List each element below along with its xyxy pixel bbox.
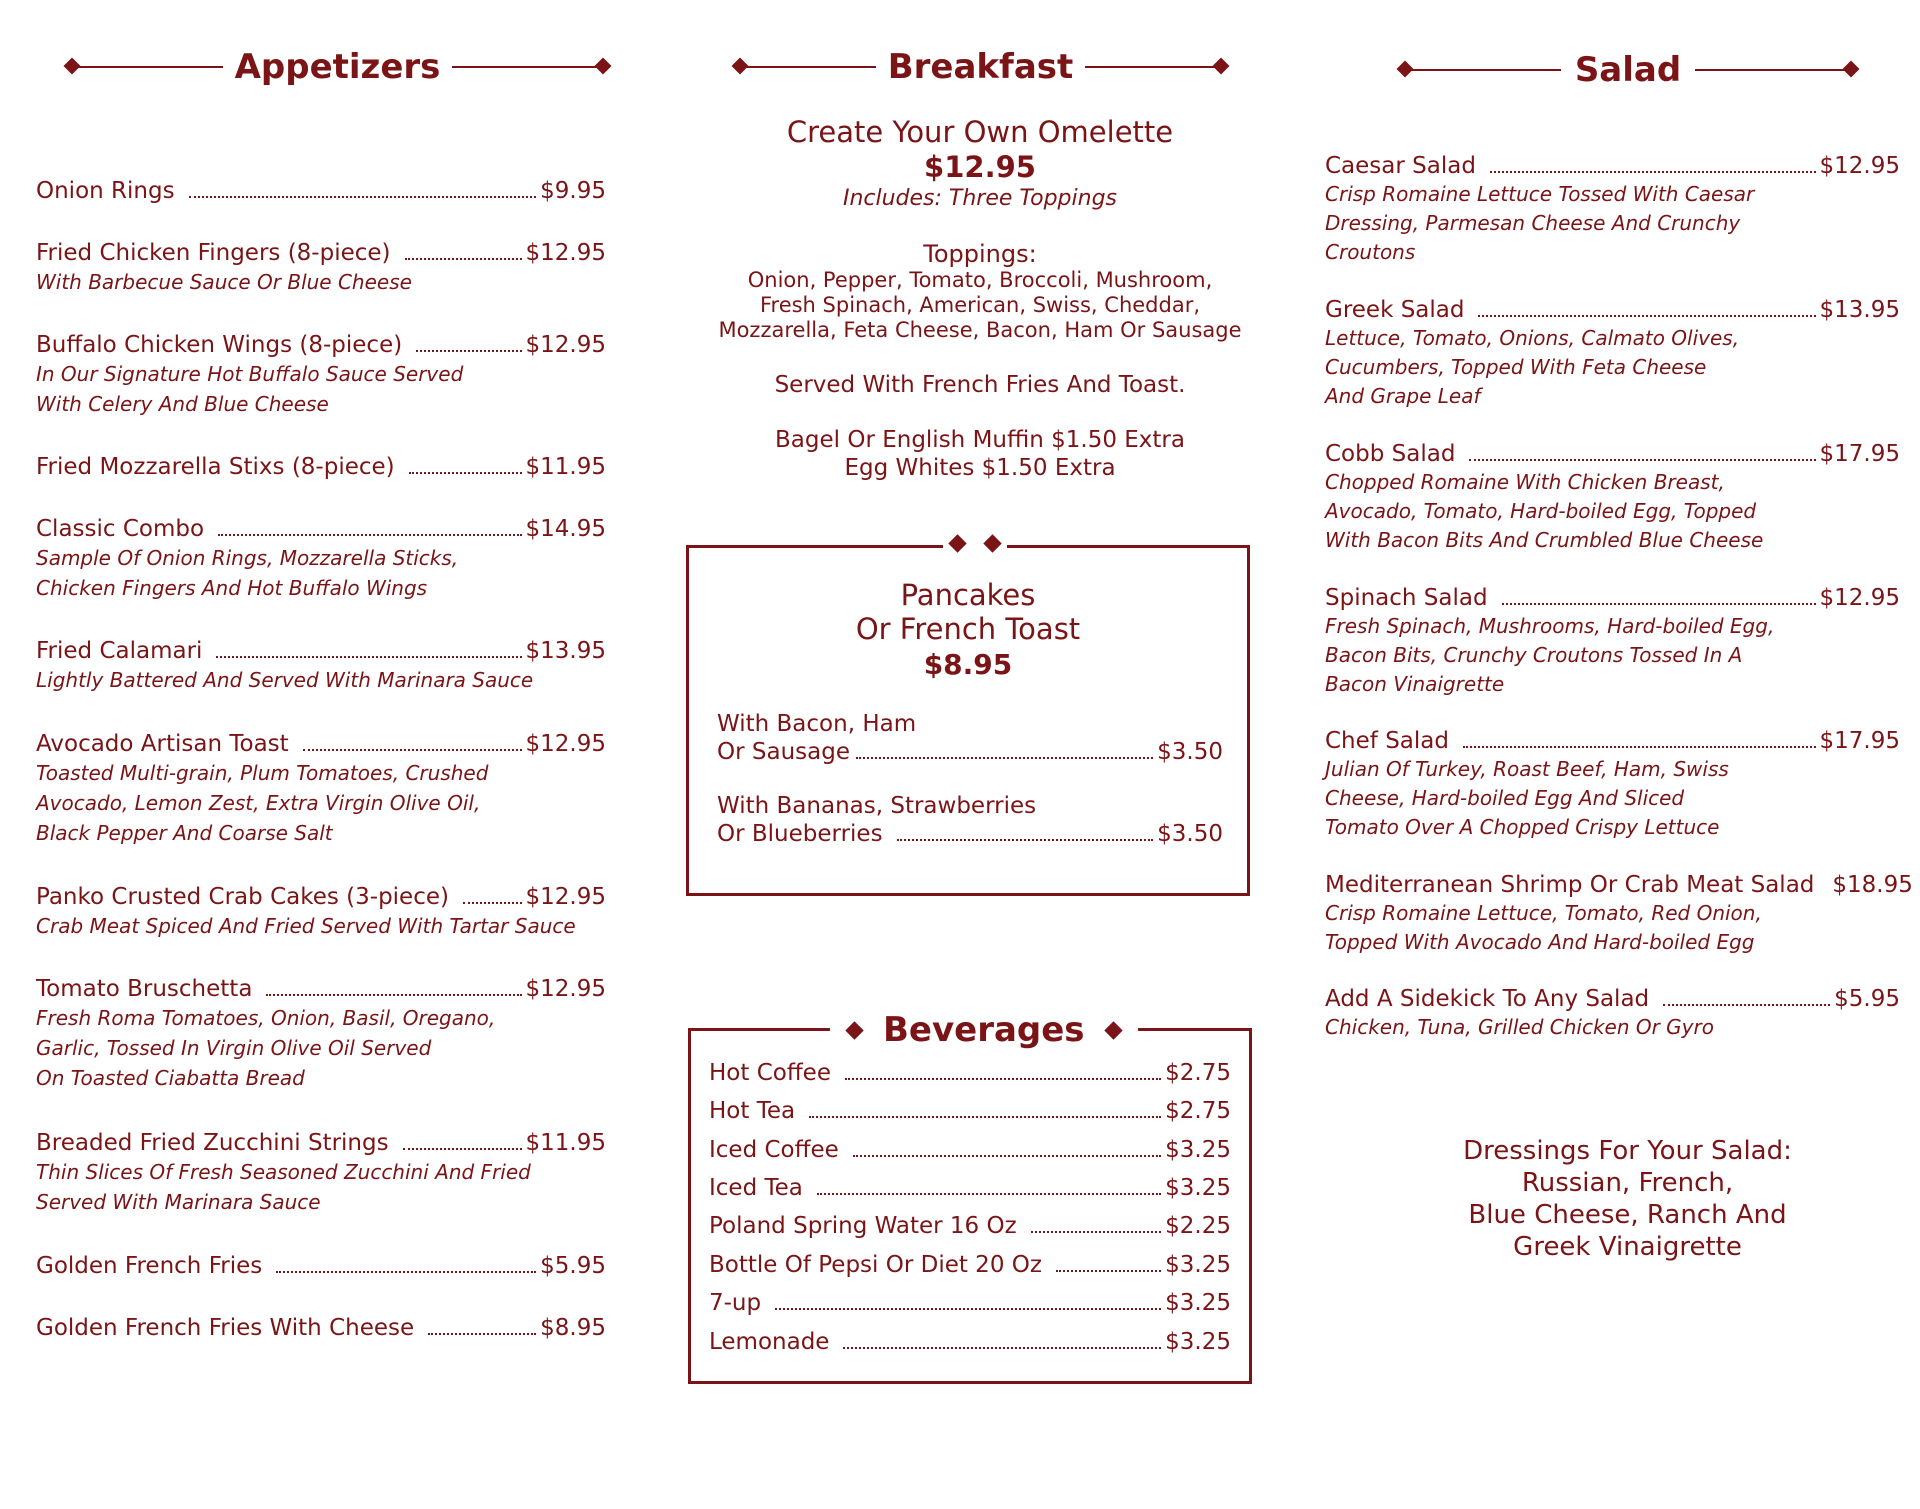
item-description: With Barbecue Sauce Or Blue Cheese: [36, 270, 412, 294]
dot-leader: [409, 472, 522, 474]
item-price: $17.95: [1819, 441, 1900, 467]
appetizer-item: [36, 515, 606, 603]
beverage-item: [709, 1059, 1231, 1087]
beverage-item: [709, 1136, 1231, 1164]
appetizer-item: [36, 637, 606, 695]
appetizer-item: [36, 331, 606, 419]
option-price: $3.50: [1157, 821, 1223, 847]
item-name: Caesar Salad: [1325, 153, 1476, 179]
breakfast-title: Breakfast: [887, 47, 1074, 87]
pancakes-option-2: [717, 792, 1223, 848]
item-name: Iced Tea: [709, 1175, 803, 1201]
item-name: Poland Spring Water 16 Oz: [709, 1213, 1017, 1239]
dressings-line: Blue Cheese, Ranch And: [1468, 1200, 1787, 1230]
item-name: Golden French Fries With Cheese: [36, 1315, 415, 1341]
dot-leader: [463, 902, 522, 904]
dot-leader: [266, 994, 521, 996]
omelette-price: $12.95: [924, 150, 1036, 184]
item-description: Crisp Romaine Lettuce Tossed With Caesar: [1325, 182, 1755, 206]
item-name: Bottle Of Pepsi Or Diet 20 Oz: [709, 1252, 1042, 1278]
dot-leader: [218, 534, 521, 536]
item-price: $2.75: [1165, 1060, 1231, 1086]
item-description: Fresh Spinach, Mushrooms, Hard-boiled Egg,: [1325, 614, 1775, 638]
dot-leader: [853, 1155, 1161, 1157]
item-price: $2.75: [1165, 1098, 1231, 1124]
item-description: Julian Of Turkey, Roast Beef, Ham, Swiss: [1325, 757, 1729, 781]
dot-leader: [809, 1116, 1161, 1118]
item-price: $11.95: [525, 1130, 606, 1156]
item-description: Lightly Battered And Served With Marinara Sauce: [36, 668, 534, 692]
extra-bagel: Bagel Or English Muffin $1.50 Extra: [775, 427, 1185, 453]
pancakes-title: Pancakes: [900, 578, 1036, 612]
dot-leader: [303, 749, 522, 751]
item-price: $12.95: [525, 240, 606, 266]
appetizer-item: [36, 239, 606, 297]
dressings-line: Greek Vinaigrette: [1513, 1232, 1742, 1262]
dot-leader: [775, 1308, 1161, 1310]
appetizer-item: [36, 1129, 606, 1217]
item-price: $12.95: [1819, 585, 1900, 611]
item-name: 7-up: [709, 1290, 762, 1316]
dot-leader: [843, 1347, 1161, 1349]
item-price: $8.95: [540, 1315, 606, 1341]
dot-leader: [1031, 1231, 1161, 1233]
appetizer-item: [36, 177, 606, 205]
beverage-item: [709, 1174, 1231, 1202]
appetizer-item: [36, 730, 606, 848]
item-price: $3.25: [1165, 1290, 1231, 1316]
item-description: With Celery And Blue Cheese: [36, 392, 329, 416]
option-line1: With Bacon, Ham: [717, 711, 917, 737]
beverage-item: [709, 1289, 1231, 1317]
toppings-line-3: Mozzarella, Feta Cheese, Bacon, Ham Or Sausage: [718, 318, 1242, 342]
item-description: Thin Slices Of Fresh Seasoned Zucchini And Fried: [36, 1160, 531, 1184]
option-line2: Or Sausage: [717, 739, 850, 765]
dot-leader: [817, 1193, 1161, 1195]
item-description: In Our Signature Hot Buffalo Sauce Served: [36, 362, 464, 386]
salad-title: Salad: [1574, 50, 1682, 90]
item-name: Greek Salad: [1325, 297, 1465, 323]
dot-leader: [1056, 1270, 1161, 1272]
omelette-title: Create Your Own Omelette: [786, 115, 1174, 149]
item-description: Avocado, Tomato, Hard-boiled Egg, Topped: [1325, 499, 1757, 523]
option-line2: Or Blueberries: [717, 821, 883, 847]
item-description: And Grape Leaf: [1325, 384, 1481, 408]
item-name: Chef Salad: [1325, 728, 1449, 754]
item-description: Crab Meat Spiced And Fried Served With Tartar Sauce: [36, 914, 576, 938]
item-description: Cucumbers, Topped With Feta Cheese: [1325, 355, 1707, 379]
option-line1: With Bananas, Strawberries: [717, 793, 1037, 819]
dot-leader: [1469, 459, 1815, 461]
item-description: Cheese, Hard-boiled Egg And Sliced: [1325, 786, 1685, 810]
item-price: $3.25: [1165, 1252, 1231, 1278]
salad-item: [1325, 152, 1900, 267]
item-name: Golden French Fries: [36, 1253, 263, 1279]
item-price: $2.25: [1165, 1213, 1231, 1239]
item-description: Chopped Romaine With Chicken Breast,: [1325, 470, 1725, 494]
item-description: Bacon Bits, Crunchy Croutons Tossed In A: [1325, 643, 1743, 667]
beverages-header: [830, 1005, 1138, 1055]
salad-item: [1325, 985, 1900, 1042]
item-price: $9.95: [540, 178, 606, 204]
item-name: Fried Mozzarella Stixs (8-piece): [36, 454, 395, 480]
item-description: Dressing, Parmesan Cheese And Crunchy: [1325, 211, 1741, 235]
item-price: $12.95: [525, 731, 606, 757]
item-price: $13.95: [525, 638, 606, 664]
item-name: Onion Rings: [36, 178, 175, 204]
item-price: $12.95: [525, 884, 606, 910]
salad-item: [1325, 296, 1900, 411]
dot-leader: [845, 1078, 1161, 1080]
item-name: Add A Sidekick To Any Salad: [1325, 986, 1650, 1012]
dot-leader: [403, 1148, 522, 1150]
dot-leader: [1663, 1004, 1830, 1006]
item-name: Hot Coffee: [709, 1060, 831, 1086]
item-description: Black Pepper And Coarse Salt: [36, 821, 333, 845]
toppings-line-2: Fresh Spinach, American, Swiss, Cheddar,: [759, 293, 1201, 317]
item-name: Classic Combo: [36, 516, 205, 542]
appetizers-title: Appetizers: [234, 47, 441, 87]
item-description: Tomato Over A Chopped Crispy Lettuce: [1325, 815, 1720, 839]
item-price: $18.95: [1832, 872, 1913, 898]
dot-leader: [428, 1333, 536, 1335]
toppings-label: Toppings:: [923, 240, 1037, 268]
omelette-includes: Includes: Three Toppings: [842, 186, 1118, 211]
item-description: Chicken Fingers And Hot Buffalo Wings: [36, 576, 428, 600]
dot-leader: [1463, 746, 1816, 748]
item-name: Lemonade: [709, 1329, 830, 1355]
item-description: Toasted Multi-grain, Plum Tomatoes, Crushed: [36, 761, 489, 785]
appetizer-item: [36, 1314, 606, 1342]
appetizers-header: [70, 42, 605, 92]
dot-leader: [276, 1271, 536, 1273]
item-description: Lettuce, Tomato, Onions, Calmato Olives,: [1325, 326, 1740, 350]
item-name: Mediterranean Shrimp Or Crab Meat Salad: [1325, 872, 1815, 898]
item-price: $3.25: [1165, 1329, 1231, 1355]
pancakes-option-1: [717, 710, 1223, 766]
beverage-item: [709, 1251, 1231, 1279]
dot-leader: [1490, 171, 1816, 173]
item-name: Avocado Artisan Toast: [36, 731, 289, 757]
item-name: Fried Calamari: [36, 638, 203, 664]
item-description: On Toasted Ciabatta Bread: [36, 1066, 305, 1090]
salad-item: [1325, 584, 1900, 699]
item-price: $12.95: [525, 332, 606, 358]
salad-header: [1403, 45, 1853, 95]
served-with: Served With French Fries And Toast.: [774, 372, 1186, 398]
item-name: Breaded Fried Zucchini Strings: [36, 1130, 389, 1156]
dot-leader: [416, 350, 521, 352]
option-price: $3.50: [1157, 739, 1223, 765]
item-name: Tomato Bruschetta: [36, 976, 253, 1002]
item-description: Bacon Vinaigrette: [1325, 672, 1505, 696]
item-price: $14.95: [525, 516, 606, 542]
item-name: Fried Chicken Fingers (8-piece): [36, 240, 391, 266]
item-description: Chicken, Tuna, Grilled Chicken Or Gyro: [1325, 1015, 1714, 1039]
dot-leader: [405, 258, 522, 260]
pancakes-box-ornament: [943, 537, 1007, 550]
item-description: Crisp Romaine Lettuce, Tomato, Red Onion,: [1325, 901, 1762, 925]
pancakes-box: [686, 545, 1250, 896]
item-name: Hot Tea: [709, 1098, 796, 1124]
item-price: $11.95: [525, 454, 606, 480]
extra-egg-whites: Egg Whites $1.50 Extra: [844, 455, 1116, 481]
appetizer-item: [36, 453, 606, 481]
dressings-note: [1345, 1135, 1910, 1263]
item-description: Avocado, Lemon Zest, Extra Virgin Olive Oil,: [36, 791, 481, 815]
item-name: Panko Crusted Crab Cakes (3-piece): [36, 884, 449, 910]
salad-item: [1325, 440, 1900, 555]
dot-leader: [1478, 315, 1815, 317]
dressings-line: Russian, French,: [1521, 1168, 1734, 1198]
item-price: $3.25: [1165, 1175, 1231, 1201]
item-name: Iced Coffee: [709, 1137, 839, 1163]
item-price: $12.95: [525, 976, 606, 1002]
item-description: Sample Of Onion Rings, Mozzarella Sticks,: [36, 546, 459, 570]
dressings-line: Dressings For Your Salad:: [1463, 1136, 1792, 1166]
item-description: With Bacon Bits And Crumbled Blue Cheese: [1325, 528, 1764, 552]
pancakes-subtitle: Or French Toast: [855, 612, 1081, 646]
item-price: $5.95: [1834, 986, 1900, 1012]
beverages-box: [688, 1028, 1252, 1384]
salad-item: [1325, 727, 1900, 842]
beverage-item: [709, 1212, 1231, 1240]
dot-leader: [189, 196, 537, 198]
pancakes-price: $8.95: [923, 648, 1013, 681]
item-name: Spinach Salad: [1325, 585, 1488, 611]
item-description: Croutons: [1325, 240, 1416, 264]
dot-leader: [1502, 603, 1816, 605]
item-price: $3.25: [1165, 1137, 1231, 1163]
breakfast-header: [738, 42, 1223, 92]
appetizer-item: [36, 1252, 606, 1280]
appetizer-item: [36, 883, 606, 941]
item-price: $12.95: [1819, 153, 1900, 179]
beverages-title: Beverages: [883, 1010, 1085, 1050]
item-price: $13.95: [1819, 297, 1900, 323]
dot-leader: [216, 656, 521, 658]
item-description: Topped With Avocado And Hard-boiled Egg: [1325, 930, 1755, 954]
beverage-item: [709, 1328, 1231, 1356]
item-name: Cobb Salad: [1325, 441, 1456, 467]
item-price: $5.95: [540, 1253, 606, 1279]
item-description: Served With Marinara Sauce: [36, 1190, 321, 1214]
appetizer-item: [36, 975, 606, 1093]
item-price: $17.95: [1819, 728, 1900, 754]
item-description: Fresh Roma Tomatoes, Onion, Basil, Oregano,: [36, 1006, 496, 1030]
salad-item: [1325, 871, 1913, 957]
beverage-item: [709, 1097, 1231, 1125]
item-description: Garlic, Tossed In Virgin Olive Oil Served: [36, 1036, 432, 1060]
toppings-line-1: Onion, Pepper, Tomato, Broccoli, Mushroom,: [747, 268, 1213, 292]
item-name: Buffalo Chicken Wings (8-piece): [36, 332, 403, 358]
